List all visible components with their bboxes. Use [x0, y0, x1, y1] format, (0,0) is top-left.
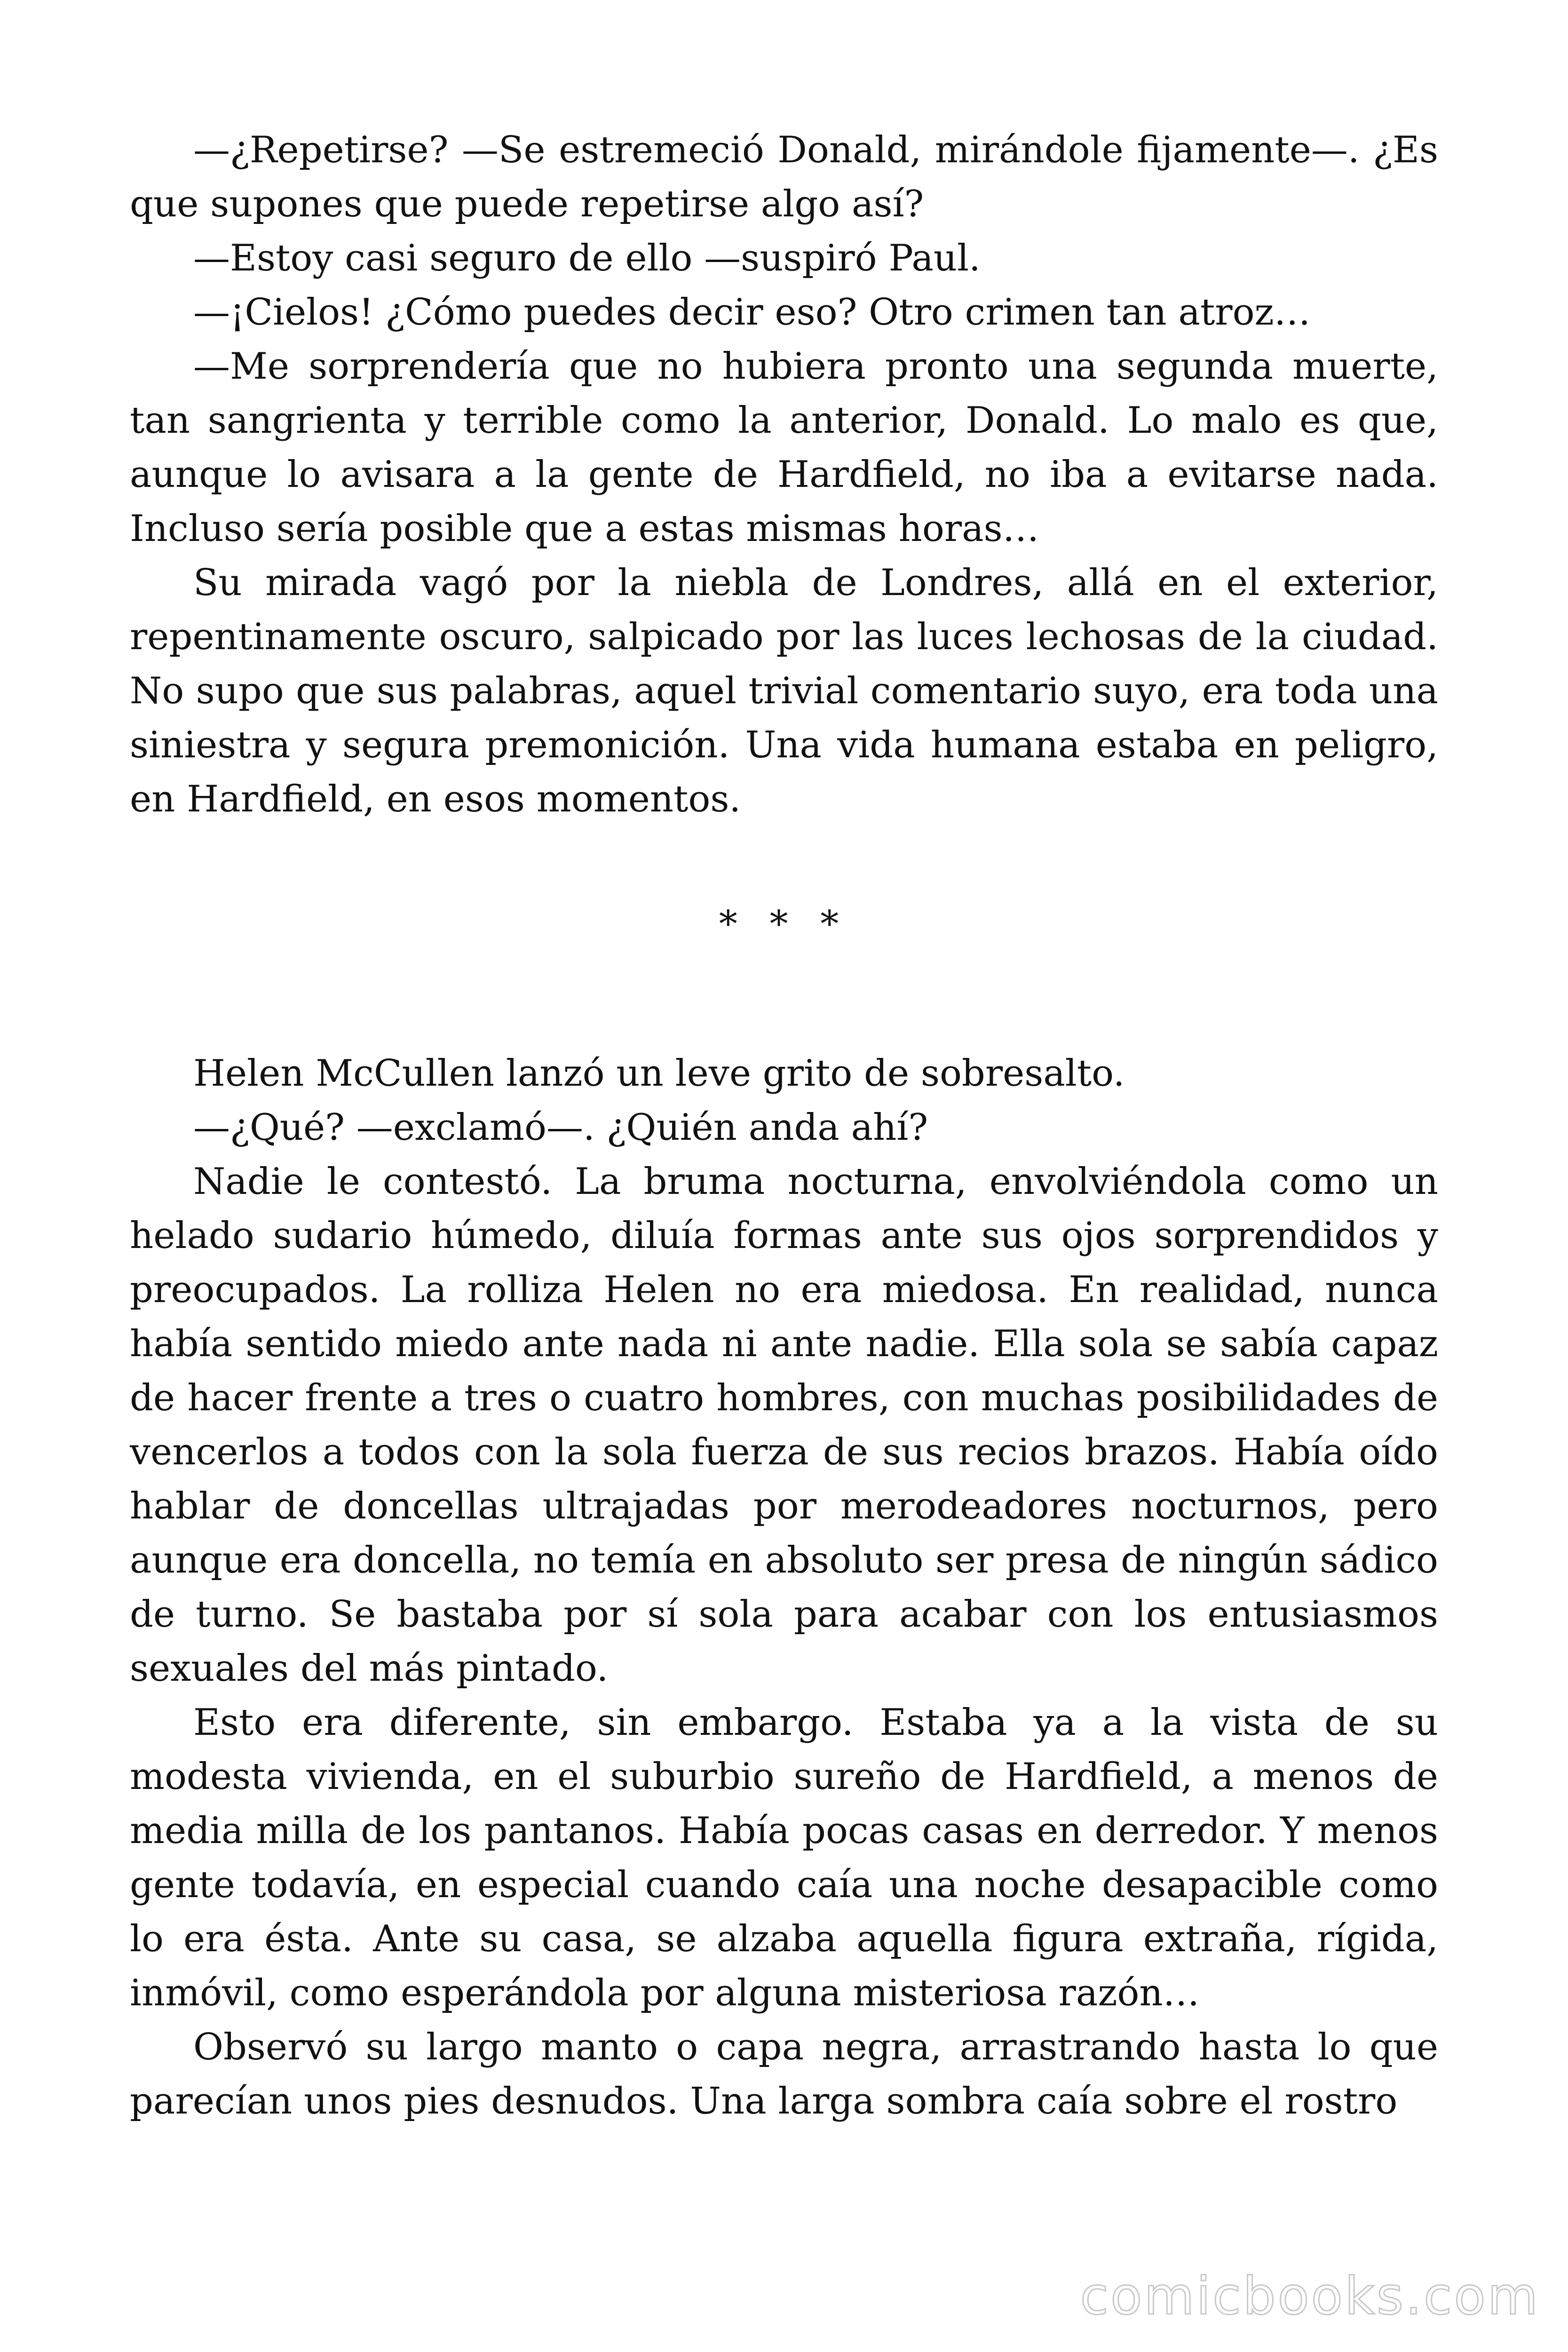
paragraph: Nadie le contestó. La bruma nocturna, envolviéndola como un helado sudario húmedo, diluía formas ante sus ojos sorprendidos y preocupados. La rolliza Helen no era miedosa. En realidad, nunca había sentido miedo ante nada ni ante nadie. Ella sola se sabía capaz de hacer frente a tres o cuatro hombres, con muchas posibilidades de vencerlos a todos con la sola fuerza de sus recios brazos. Había oído hablar de doncellas ultrajadas por merodeadores nocturnos, pero aunque era doncella, no temía en absoluto ser presa de ningún sádico de turno. Se bastaba por sí sola para acabar con los entusiasmos sexuales del más pintado. [130, 1160, 1438, 1690]
scene-break: * * * [719, 903, 849, 946]
paragraph: —Estoy casi seguro de ello —suspiró Paul. [193, 237, 981, 279]
paragraph: Observó su largo manto o capa negra, arrastrando hasta lo que parecían unos pies desnudos. Una larga sombra caía sobre el rostro [130, 2026, 1438, 2122]
watermark: comicbooks.com [1080, 2266, 1540, 2326]
paragraph: —¿Qué? —exclamó—. ¿Quién anda ahí? [193, 1106, 928, 1149]
paragraph: —¡Cielos! ¿Cómo puedes decir eso? Otro crimen tan atroz… [193, 291, 1311, 334]
paragraph: Helen McCullen lanzó un leve grito de sobresalto. [193, 1052, 1125, 1095]
paragraph: —¿Repetirse? —Se estremeció Donald, mirándole fijamente—. ¿Es que supones que puede repetirse algo así? [130, 129, 1438, 225]
paragraph: —Me sorprendería que no hubiera pronto una segunda muerte, tan sangrienta y terrible como la anterior, Donald. Lo malo es que, aunque lo avisara a la gente de Hardfield, no iba a evitarse nada. Incluso sería posible que a estas mismas horas… [130, 345, 1438, 550]
text-section-2 [130, 1047, 1438, 2129]
paragraph: Esto era diferente, sin embargo. Estaba ya a la vista de su modesta vivienda, en el suburbio sureño de Hardfield, a menos de media milla de los pantanos. Había pocas casas en derredor. Y menos gente todavía, en especial cuando caía una noche desapacible como lo era ésta. Ante su casa, se alzaba aquella figura extraña, rígida, inmóvil, como esperándola por alguna misteriosa razón… [130, 1701, 1438, 2014]
text-section-1 [130, 123, 1438, 826]
paragraph: Su mirada vagó por la niebla de Londres, allá en el exterior, repentinamente oscuro, salpicado por las luces lechosas de la ciudad. No supo que sus palabras, aquel trivial comentario suyo, era toda una siniestra y segura premonición. Una vida humana estaba en peligro, en Hardfield, en esos momentos. [130, 562, 1438, 820]
